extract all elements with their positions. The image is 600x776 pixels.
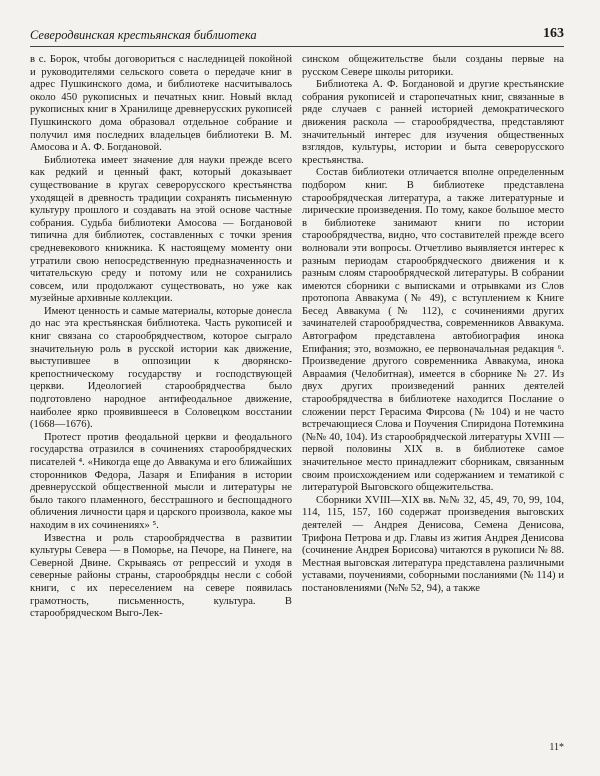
- paragraph: Библиотека имеет значение для науки прежде всего как редкий и ценный факт, который доказывает существование в кругах северорусского крестьянства уходящей в древность традиции сохранять письменную культуру прошлого и создавать на этой основе частные собрания. Судьба библиотеки Амосова — Богдановой типична для библиотек, составленных с точки зрения средневекового книжника. К настоящему моменту они утратили свою непосредственную предназначенность и читательскую среду и потому или не сохранились совсем, или продолжают существовать, но уже как музейные архивные коллекции.: [30, 154, 292, 305]
- header-rule: [30, 46, 564, 47]
- page-number: 163: [543, 26, 564, 41]
- paragraph: синском общежительстве были созданы первые на русском Севере школы риторики.: [302, 54, 564, 78]
- paragraph: Состав библиотеки отличается вполне определенным подбором книг. В библиотеке представлена старообрядческая литература, а также литературные и лирические произведения. По тому, какое большое место в библиотеке занимают книги по истории старообрядчества, видно, что составителей прежде всего волновали эти вопросы. Отчетливо выявляется интерес к разным периодам старообрядческого движения и к разным слоям старообрядческой литературы. В собрании имеются сборники с выписками и отрывками из Слов протопопа Аввакума (№ 49), с вступлением к Книге Бесед Аввакума (№ 112), с сочинениями других зачинателей старообрядчества, современников Аввакума. Автографом представлена автобиография инока Епифания; это, возможно, ее первоначальная редакция ⁶. Произведение другого современника Аввакума, инока Авраамия (Челобитная), имеется в сборнике № 27. Из двух других произведений ранних деятелей старообрядчества в библиотеке находится Послание о сложении перст Герасима Фирсова (№ 104) и не часто встречающиеся Слова и Поучения Спиридона Потемкина (№№ 40, 104). Из старообрядческой литературы XVIII — первой половины XIX в. в библиотеке самое значительное место принадлежит сборникам, связанным своим происхождением или содержанием и тематикой с литературой Выговского общежительства.: [302, 167, 564, 494]
- right-column: [302, 54, 564, 596]
- paragraph: Протест против феодальной церкви и феодального государства отразился в сочинениях старообрядческих писателей ⁴. «Никогда еще до Аввакума и его ближайших сторонников Федора, Лазаря и Епифания в истории древнерусской общественной мысли и литературы не было такого пламенного, бесстрашного и беспощадного обличения личности царя и царского произвола, какое мы находим в их сочинениях» ⁵.: [30, 431, 292, 531]
- paragraph: Известна и роль старообрядчества в развитии культуры Севера — в Поморье, на Печоре, на Пинеге, на Северной Двине. Скрываясь от репрессий и уходя в северные районы страны, старообрядцы несли с собой книги, с их переселением на севере появилась грамотность, письменность, культура. В старообрядческом Выго-Лек-: [30, 532, 292, 620]
- paragraph: Имеют ценность и самые материалы, которые донесла до нас эта крестьянская библиотека. Часть рукописей и книг связана со старообрядчеством, которое сыграло значительную роль в русской истории как движение, выступившее в оппозиции к дворянско-крепостническому государству и господствующей церкви. Идеологией старообрядчества было подготовлено народное антифеодальное движение, наиболее ярко проявившееся в Соловецком восстании (1668—1676).: [30, 305, 292, 431]
- running-head: Северодвинская крестьянская библиотека: [30, 28, 257, 42]
- left-column: [30, 54, 292, 621]
- paragraph: Сборники XVIII—XIX вв. №№ 32, 45, 49, 70, 99, 104, 114, 115, 157, 160 содержат произведения выговских деятелей — Андрея Денисова, Семена Денисова, Трифона Петрова и др. Главы из жития Андрея Денисова (сочинение Андрея Борисова) читаются в рукописи № 88. Местная выговская литература представлена различными уставами, поучениями, соборными посланиями (№ 114) и постановлениями (№№ 52, 94), а также: [302, 494, 564, 594]
- paragraph: в с. Борок, чтобы договориться с наследницей покойной и руководителями сельского совета о передаче книг в адрес Пушкинского дома, и библиотеке насчитывалось около 450 рукописных и печатных книг. Новый вклад рукописных книг в Хранилище древнерусских рукописей Пушкинского дома образовал отдельное собрание и получил имя последних владельцев библиотеки В. М. Амосова и А. Ф. Богдановой.: [30, 54, 292, 154]
- signature-mark: 11*: [549, 742, 564, 753]
- paragraph: Библиотека А. Ф. Богдановой и другие крестьянские собрания рукописей и старопечатных книг, связанные в ряде случаев с ранней историей демократического движения раскола — старообрядчества, представляют значительный интерес для изучения общественных взглядов, культуры, истории и быта северорусского крестьянства.: [302, 79, 564, 166]
